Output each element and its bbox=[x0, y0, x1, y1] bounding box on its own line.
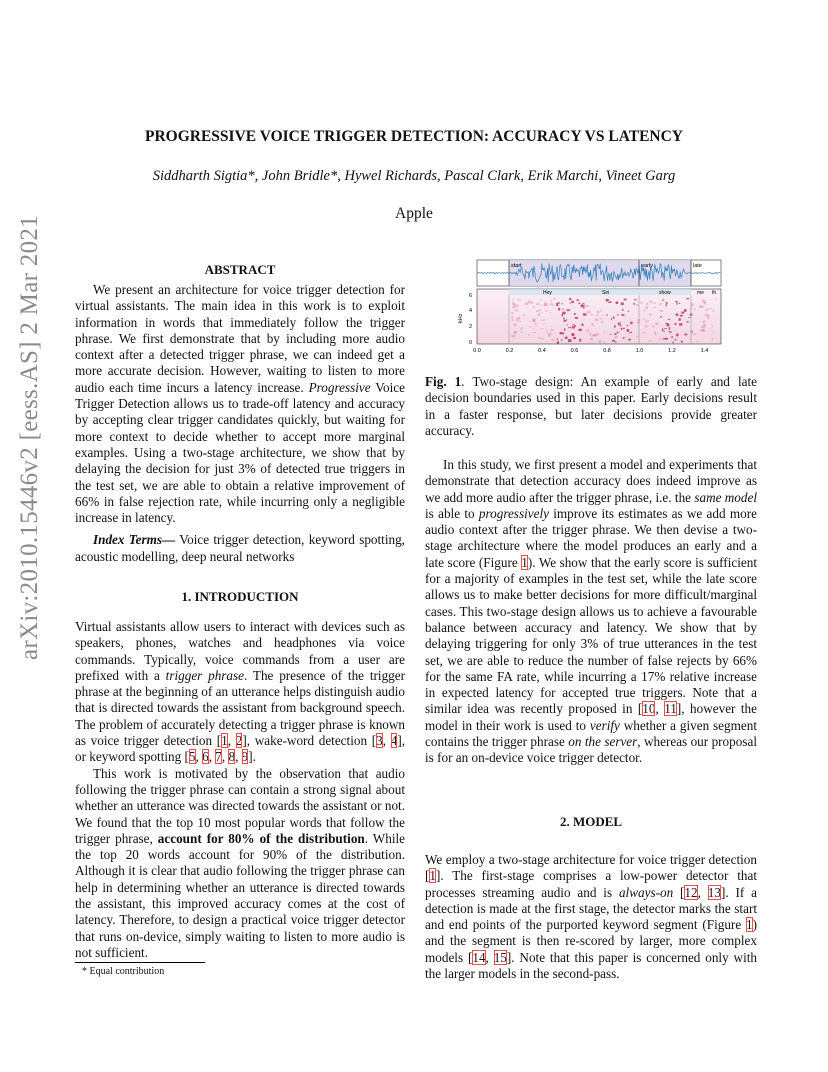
spectrogram-cell bbox=[529, 326, 531, 327]
spectrogram-cell bbox=[530, 321, 532, 322]
model-body bbox=[425, 852, 757, 982]
spectrogram-cell bbox=[688, 317, 690, 318]
spectrogram-cell bbox=[716, 299, 717, 300]
spectrogram-cell bbox=[546, 330, 547, 332]
spectrogram-cell bbox=[572, 326, 575, 328]
spectrogram-cell bbox=[546, 332, 547, 333]
spectrogram-cell bbox=[543, 323, 545, 324]
spectrogram-cell bbox=[566, 320, 568, 321]
spectrogram-cell bbox=[649, 314, 652, 316]
spectrogram-cell bbox=[578, 303, 580, 304]
spectrogram-cell bbox=[630, 322, 632, 325]
spectrogram-cell bbox=[642, 332, 645, 333]
spectrogram-cell bbox=[686, 298, 689, 299]
spectrogram-cell bbox=[676, 302, 677, 305]
spectrogram-cell bbox=[548, 333, 551, 335]
spectrogram-cell bbox=[562, 314, 564, 316]
spectrogram-cell bbox=[560, 332, 563, 334]
citation-link[interactable]: 10 bbox=[642, 701, 656, 717]
spectrogram-cell bbox=[615, 337, 617, 338]
spectrogram-cell bbox=[592, 323, 594, 326]
index-terms: Index Terms— Voice trigger detection, keyword spotting, acoustic modelling, deep neural networks bbox=[75, 532, 405, 564]
spectrogram-cell bbox=[705, 314, 707, 316]
word-label: Hey bbox=[543, 290, 552, 296]
spectrogram-cell bbox=[622, 328, 624, 329]
spectrogram-cell bbox=[512, 335, 515, 338]
spectrogram-cell bbox=[562, 309, 563, 310]
x-tick-label: 1.4 bbox=[700, 348, 709, 354]
spectrogram-cell bbox=[541, 320, 543, 321]
spectrogram-cell bbox=[669, 331, 672, 333]
spectrogram-cell bbox=[545, 303, 547, 306]
spectrogram-cell bbox=[679, 318, 681, 321]
x-tick-label: 1.2 bbox=[668, 348, 676, 354]
spectrogram-cell bbox=[680, 315, 683, 317]
spectrogram-cell bbox=[542, 312, 544, 313]
spectrogram-cell bbox=[686, 321, 688, 322]
x-tick-label: 0.8 bbox=[603, 348, 611, 354]
spectrogram-cell bbox=[601, 310, 602, 313]
spectrogram-cell bbox=[539, 309, 541, 310]
spectrogram-cell bbox=[550, 303, 552, 305]
intro-paragraph-1: Virtual assistants allow users to interact with devices such as speakers, phones, watches and headphones via voice commands. Typically, voice commands from a user are prefixed with a trigger phrase. The presence of the trigger phrase at the beginning of an utterance helps distinguish audio that is directed towards the assistant from background speech. The problem of accurately detecting a trigger phrase is known as voice trigger detection [1, 2], wake-word detection [3, 4], or keyword spotting [5, 6, 7, 8, 9]. bbox=[75, 619, 406, 765]
spectrogram-cell bbox=[575, 317, 578, 319]
spectrogram-cell bbox=[565, 337, 568, 339]
spectrogram-cell bbox=[618, 323, 621, 324]
spectrogram-cell bbox=[660, 316, 662, 318]
spectrogram-cell bbox=[569, 298, 571, 300]
spectrogram-cell bbox=[556, 303, 558, 306]
spectrogram-cell bbox=[564, 320, 566, 322]
spectrogram-cell bbox=[597, 311, 600, 313]
spectrogram-cell bbox=[659, 338, 661, 340]
spectrogram-cell bbox=[667, 324, 670, 327]
spectrogram-cell bbox=[534, 306, 535, 309]
word-label: me bbox=[697, 290, 704, 296]
spectrogram-cell bbox=[676, 334, 678, 337]
spectrogram-cell bbox=[620, 324, 622, 326]
spectrogram-cell bbox=[646, 303, 648, 305]
study-paragraph: In this study, we first present a model and experiments that demonstrate that detection accuracy does indeed improve as we add more audio after the trigger phrase, i.e. the same model is able to progressively improve its estimates as we add more audio context after the trigger phrase. We then devise a two-stage architecture where the model produces an early and a late score (Figure 1). We show that the early score is sufficient for a majority of examples in the test set, while the late score allows us to make better decisions for more difficult/marginal cases. This two-stage design allows us to achieve a favourable balance between accuracy and latency. We show that by delaying triggering for only 3% of true utterances in the test set, we are able to reduce the number of false rejects by 66% for the same FA rate, while incurring a 17% relative increase in expected latency for accepted true triggers. Note that a similar idea was recently proposed in [10, 11], however the model in their work is used to verify whether a given segment contains the trigger phrase on the server, whereas our proposal is for an on-device voice trigger detector. bbox=[425, 457, 758, 766]
spectrogram-cell bbox=[586, 330, 589, 332]
x-tick-label: 0.4 bbox=[538, 348, 546, 354]
spectrogram-cell bbox=[628, 339, 630, 341]
citation-link[interactable]: 2 bbox=[235, 733, 243, 749]
spectrogram-cell bbox=[615, 342, 616, 344]
spectrogram-cell bbox=[664, 338, 667, 339]
spectrogram-cell bbox=[563, 318, 564, 320]
citation-link[interactable]: 14 bbox=[472, 949, 486, 965]
spectrogram-cell bbox=[562, 312, 565, 315]
spectrogram-cell bbox=[694, 308, 695, 310]
abstract-body: We present an architecture for voice trigger detection for virtual assistants. The main idea in this work is to exploit information in words that immediately follow the trigger phrase. We first demonstrate that by including more audio context after a detected trigger phrase, we can indeed get a more accurate decision. However, waiting to listen to more audio each time incurs a latency increase. Progressive Voice Trigger Detection allows us to trade-off latency and accuracy by accepting clear trigger candidates quickly, but waiting for more context to decide whether to accept more marginal examples. Using a two-stage architecture, we show that by delaying the decision for just 3% of detected true triggers in the test set, we are able to obtain a relative improvement of 66% in false rejection rate, while incurring only a negligible increase in latency. Index Terms— Voice trigger detection, keyword spotting, acoustic modelling, deep neural networks bbox=[75, 282, 405, 564]
citation-link[interactable]: 9 bbox=[241, 749, 249, 765]
spectrogram-cell bbox=[563, 332, 565, 334]
spectrogram-cell bbox=[513, 299, 515, 300]
spectrogram-cell bbox=[582, 324, 584, 327]
spectrogram-cell bbox=[649, 340, 652, 341]
spectrogram-cell bbox=[655, 333, 657, 336]
paper-affiliation: Apple bbox=[395, 205, 433, 222]
spectrogram-cell bbox=[628, 311, 629, 312]
spectrogram-cell bbox=[511, 312, 513, 315]
spectrogram-cell bbox=[595, 319, 598, 321]
spectrogram-cell bbox=[573, 337, 576, 339]
intro-paragraph-2: This work is motivated by the observation that audio following the trigger phrase can contain a strong signal about whether an utterance was directed towards the assistant or not. We found that the top 10 most popular words that follow the trigger phrase, account for 80% of the distribution. While the top 20 words account for 90% of the distribution. Although it is clear that audio following the trigger phrase can help in determining whether an utterance is directed towards the assistant, this improved accuracy comes at the cost of latency. Therefore, to design a practical voice trigger detector that runs on-device, simply waiting to listen to more audio is not sufficient. bbox=[75, 765, 406, 960]
spectrogram-cell bbox=[671, 336, 673, 338]
spectrogram-cell bbox=[700, 306, 703, 308]
x-tick-label: 0.6 bbox=[570, 348, 579, 354]
spectrogram-cell bbox=[646, 321, 648, 323]
spectrogram-cell bbox=[668, 319, 670, 320]
spectrogram-cell bbox=[515, 309, 518, 311]
spectrogram-cell bbox=[666, 303, 667, 304]
spectrogram-cell bbox=[551, 339, 554, 341]
spectrogram-cell bbox=[623, 337, 625, 339]
spectrogram-cell bbox=[634, 303, 635, 305]
spectrogram-cell bbox=[568, 339, 571, 342]
spectrogram-cell bbox=[601, 321, 603, 323]
spectrogram-cell bbox=[664, 328, 667, 329]
citation-link[interactable]: 6 bbox=[202, 749, 209, 765]
spectrogram-cell bbox=[606, 299, 609, 302]
spectrogram-cell bbox=[528, 301, 531, 304]
spectrogram-cell bbox=[600, 318, 603, 319]
spectrogram-cell bbox=[512, 302, 515, 305]
footnote: * Equal contribution bbox=[82, 966, 165, 977]
footnote-rule bbox=[75, 962, 205, 963]
spectrogram-cell bbox=[535, 324, 538, 326]
spectrogram-cell bbox=[553, 298, 556, 299]
citation-link[interactable]: 5 bbox=[188, 749, 196, 765]
paper-title: PROGRESSIVE VOICE TRIGGER DETECTION: ACCURACY VS LATENCY bbox=[145, 128, 683, 145]
introduction-heading: 1. INTRODUCTION bbox=[181, 589, 299, 604]
spectrogram-cell bbox=[583, 307, 585, 309]
word-label: Siri bbox=[602, 290, 610, 296]
spectrogram-cell bbox=[645, 325, 648, 327]
spectrogram-cell bbox=[693, 334, 696, 335]
spectrogram-cell bbox=[647, 320, 649, 321]
spectrogram-cell bbox=[583, 313, 586, 315]
spectrogram-cell bbox=[645, 307, 648, 309]
spectrogram-cell bbox=[521, 332, 523, 333]
spectrogram-cell bbox=[684, 309, 687, 312]
model-paragraph: We employ a two-stage architecture for voice trigger detection [1]. The first-stage comprises a low-power detector that processes streaming audio and is always-on [12, 13]. If a detection is made at the first stage, the detector marks the start and end points of the purported keyword segment (Figure 1) and the segment is then re-scored by larger, more complex models [14, 15]. Note that this paper is concerned only with the larger models in the second-pass. bbox=[425, 852, 757, 982]
spectrogram-cell bbox=[675, 339, 677, 340]
spectrogram-cell bbox=[538, 315, 540, 317]
spectrogram-cell bbox=[577, 299, 579, 301]
spectrogram-cell bbox=[636, 336, 638, 337]
spectrogram-cell bbox=[514, 332, 516, 334]
spectrogram-cell bbox=[587, 311, 590, 313]
spectrogram-cell bbox=[516, 305, 519, 307]
spectrogram-cell bbox=[621, 314, 624, 316]
spectrogram-cell bbox=[709, 308, 712, 309]
spectrogram-cell bbox=[629, 332, 632, 333]
spectrogram-cell bbox=[706, 309, 709, 311]
spectrogram-cell bbox=[596, 315, 599, 316]
spectrogram-cell bbox=[665, 304, 667, 306]
spectrogram-cell bbox=[612, 340, 615, 342]
citation-link[interactable]: 3 bbox=[376, 733, 383, 749]
citation-link[interactable]: 1 bbox=[221, 733, 228, 749]
spectrogram-cell bbox=[579, 329, 581, 331]
figure-1-spectrogram bbox=[455, 258, 727, 360]
citation-link[interactable]: 15 bbox=[493, 949, 507, 965]
spectrogram-cell bbox=[663, 331, 665, 332]
spectrogram-cell bbox=[601, 315, 602, 317]
spectrogram-cell bbox=[691, 303, 694, 306]
spectrogram-cell bbox=[591, 314, 594, 315]
citation-link[interactable]: 11 bbox=[664, 701, 677, 717]
spectrogram-cell bbox=[660, 310, 664, 312]
spectrogram-cell bbox=[590, 333, 592, 336]
spectrogram-cell bbox=[703, 324, 706, 326]
spectrogram-cell bbox=[545, 310, 547, 312]
spectrogram-cell bbox=[621, 302, 624, 305]
spectrogram-cell bbox=[610, 301, 611, 303]
spectrogram-cell bbox=[617, 314, 619, 315]
spectrogram-cell bbox=[538, 337, 540, 339]
spectrogram-cell bbox=[640, 302, 642, 304]
figure-1-caption: Fig. 1. Two-stage design: An example of early and late decision boundaries used in this paper. Early decisions result in a faster response, but later decisions provide greater accuracy. bbox=[425, 374, 757, 438]
segment-label-start: start bbox=[511, 263, 522, 269]
figure-link[interactable]: 1 bbox=[746, 917, 753, 933]
spectrogram-cell bbox=[572, 334, 575, 337]
y-tick-label: 6 bbox=[469, 293, 473, 299]
spectrogram-cell bbox=[617, 332, 619, 333]
abstract-heading: ABSTRACT bbox=[204, 262, 276, 277]
spectrogram-cell bbox=[521, 327, 523, 330]
spectrogram-cell bbox=[536, 310, 538, 312]
spectrogram-cell bbox=[513, 324, 516, 327]
spectrogram-cell bbox=[573, 324, 575, 325]
spectrogram-cell bbox=[568, 327, 571, 328]
figure-link[interactable]: 1 bbox=[521, 554, 528, 570]
spectrogram-cell bbox=[523, 315, 525, 316]
spectrogram-cell bbox=[713, 310, 714, 312]
spectrogram-cell bbox=[547, 304, 548, 306]
spectrogram-cell bbox=[616, 302, 619, 305]
spectrogram-cell bbox=[615, 333, 617, 335]
spectrogram-cell bbox=[712, 338, 713, 340]
spectrogram-cell bbox=[540, 328, 543, 329]
spectrogram-cell bbox=[681, 341, 683, 343]
spectrogram-cell bbox=[692, 331, 694, 333]
spectrogram-cell bbox=[656, 324, 657, 325]
spectrogram-cell bbox=[582, 305, 585, 307]
spectrogram-cell bbox=[622, 309, 623, 311]
spectrogram-cell bbox=[611, 318, 612, 320]
spectrogram-cell bbox=[703, 321, 706, 323]
spectrogram-cell bbox=[613, 317, 615, 319]
x-tick-label: 1.0 bbox=[635, 348, 644, 354]
spectrogram-cell bbox=[564, 328, 565, 330]
spectrogram-cell bbox=[532, 319, 535, 322]
spectrogram-cell bbox=[603, 342, 604, 344]
citation-link[interactable]: 12 bbox=[684, 884, 698, 900]
spectrogram-cell bbox=[701, 327, 702, 328]
spectrogram-cell bbox=[518, 321, 521, 322]
spectrogram-cell bbox=[550, 329, 553, 331]
spectrogram-cell bbox=[543, 319, 545, 320]
spectrogram-cell bbox=[649, 301, 652, 303]
spectrogram-cell bbox=[643, 319, 645, 321]
segment-label-early: early bbox=[641, 263, 653, 269]
spectrogram-cell bbox=[555, 333, 556, 334]
spectrogram-cell bbox=[579, 339, 581, 342]
spectrogram-cell bbox=[567, 324, 568, 325]
spectrogram-cell bbox=[561, 303, 563, 304]
y-tick-label: 2 bbox=[469, 324, 473, 330]
citation-link[interactable]: 13 bbox=[707, 884, 721, 900]
spectrogram-cell bbox=[512, 316, 514, 318]
spectrogram-cell bbox=[541, 338, 543, 339]
spectrogram-cell bbox=[669, 327, 670, 330]
spectrogram-cell bbox=[678, 303, 680, 304]
spectrogram-cell bbox=[557, 338, 558, 340]
introduction-body bbox=[75, 619, 405, 961]
y-tick-label: 4 bbox=[469, 308, 473, 314]
spectrogram-cell bbox=[533, 332, 536, 333]
paper-authors: Siddharth Sigtia*, John Bridle*, Hywel Richards, Pascal Clark, Erik Marchi, Vineet Garg bbox=[152, 168, 676, 184]
x-tick-label: 0.0 bbox=[473, 348, 481, 354]
spectrogram-cell bbox=[702, 300, 705, 303]
spectrogram-cell bbox=[533, 328, 534, 329]
spectrogram-cell bbox=[567, 309, 570, 311]
x-tick-label: 0.2 bbox=[505, 348, 514, 354]
right-column-body bbox=[425, 457, 757, 767]
spectrogram-cell bbox=[653, 302, 656, 303]
spectrogram-cell bbox=[713, 332, 715, 334]
spectrogram-cell bbox=[624, 299, 627, 301]
spectrogram-cell bbox=[679, 323, 682, 326]
spectrogram-cell bbox=[644, 309, 645, 311]
spectrogram-cell bbox=[604, 331, 605, 333]
spectrogram-cell bbox=[570, 303, 571, 304]
citation-link[interactable]: 7 bbox=[215, 749, 222, 765]
spectrogram-cell bbox=[551, 300, 552, 303]
spectrogram-cell bbox=[557, 341, 559, 344]
spectrogram-cell bbox=[599, 340, 602, 343]
spectrogram-cell bbox=[614, 325, 616, 327]
spectrogram-cell bbox=[627, 325, 628, 326]
spectrogram-cell bbox=[593, 334, 597, 336]
spectrogram-cell bbox=[672, 342, 673, 344]
spectrogram-cell bbox=[536, 303, 537, 305]
spectrogram-cell bbox=[676, 314, 679, 316]
spectrogram-cell bbox=[525, 303, 528, 306]
spectrogram-cell bbox=[659, 303, 662, 305]
citation-link[interactable]: 4 bbox=[390, 733, 398, 749]
spectrogram-cell bbox=[561, 339, 562, 340]
citation-link[interactable]: 1 bbox=[429, 868, 436, 884]
spectrogram-cell bbox=[700, 329, 704, 331]
spectrogram-cell bbox=[517, 299, 520, 300]
spectrogram-cell bbox=[636, 304, 639, 306]
spectrogram-cell bbox=[699, 307, 701, 308]
spectrogram-cell bbox=[596, 333, 599, 335]
spectrogram-cell bbox=[621, 328, 622, 330]
spectrogram-cell bbox=[538, 303, 540, 305]
word-label: th bbox=[712, 290, 717, 296]
spectrogram-cell bbox=[627, 329, 630, 332]
model-heading: 2. MODEL bbox=[559, 814, 623, 829]
spectrogram-cell bbox=[528, 334, 529, 336]
spectrogram-cell bbox=[707, 314, 710, 316]
spectrogram-cell bbox=[548, 335, 550, 336]
spectrogram-cell bbox=[681, 312, 684, 314]
spectrogram-cell bbox=[558, 308, 560, 311]
y-tick-label: 0 bbox=[469, 340, 473, 346]
spectrogram-cell bbox=[712, 325, 714, 326]
word-label: show bbox=[659, 290, 671, 296]
citation-link[interactable]: 8 bbox=[228, 749, 236, 765]
spectrogram-cell bbox=[550, 312, 551, 313]
spectrogram-cell bbox=[662, 300, 665, 301]
spectrogram-cell bbox=[610, 334, 612, 335]
spectrogram-cell bbox=[652, 326, 655, 328]
spectrogram-cell bbox=[571, 301, 574, 303]
spectrogram-cell bbox=[586, 305, 590, 307]
spectrogram-cell bbox=[574, 313, 576, 315]
spectrogram-cell bbox=[512, 319, 514, 321]
spectrogram-cell bbox=[606, 314, 607, 316]
spectrogram-cell bbox=[513, 305, 516, 307]
segment-label-late: late bbox=[693, 263, 702, 269]
spectrogram-cell bbox=[582, 303, 584, 304]
spectrogram-cell bbox=[540, 299, 542, 300]
spectrogram-cell bbox=[590, 338, 593, 341]
spectrogram-cell bbox=[708, 318, 709, 320]
spectrogram-cell bbox=[684, 334, 687, 336]
spectrogram-cell bbox=[662, 328, 663, 331]
spectrogram-cell bbox=[531, 302, 533, 304]
spectrogram-cell bbox=[517, 317, 520, 320]
spectrogram-cell bbox=[653, 307, 656, 308]
y-axis-label: kHz bbox=[458, 313, 464, 323]
spectrogram-cell bbox=[637, 322, 638, 324]
spectrogram-cell bbox=[697, 341, 698, 343]
spectrogram-cell bbox=[634, 299, 637, 300]
spectrogram-cell bbox=[541, 305, 543, 306]
spectrogram-cell bbox=[704, 302, 707, 305]
spectrogram-cell bbox=[674, 323, 677, 325]
